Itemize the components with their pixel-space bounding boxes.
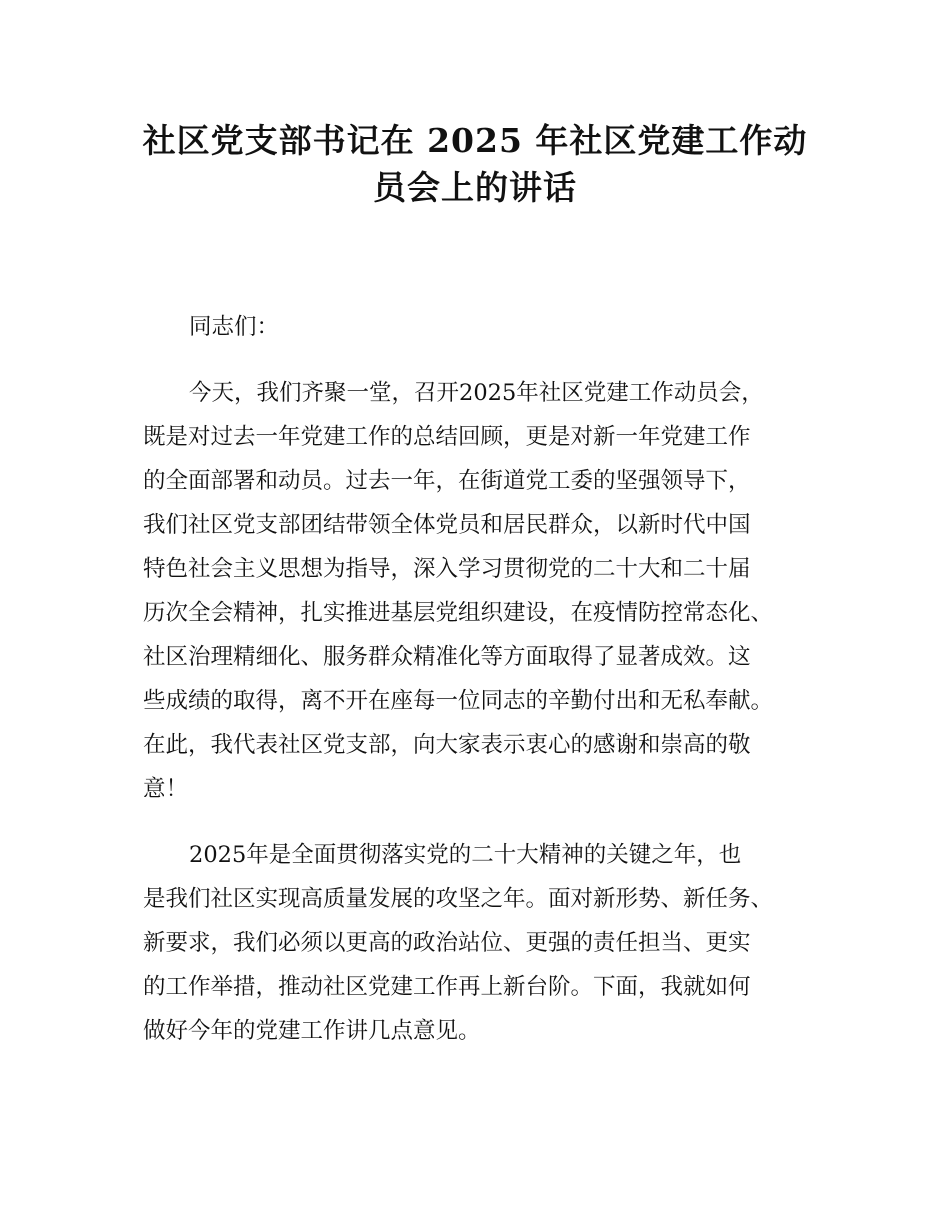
paragraph-line: 的工作举措，推动社区党建工作再上新台阶。下面，我就如何 bbox=[143, 974, 751, 1000]
paragraph-line: 历次全会精神，扎实推进基层党组织建设，在疫情防控常态化、 bbox=[143, 600, 774, 626]
title-line-2: 员会上的讲话 bbox=[373, 168, 577, 207]
paragraph-line: 既是对过去一年党建工作的总结回顾，更是对新一年党建工作 bbox=[143, 424, 751, 450]
paragraph-line: 2025年是全面贯彻落实党的二十大精神的关键之年，也 bbox=[189, 842, 742, 868]
title-line-1: 社区党支部书记在 2025 年社区党建工作动 bbox=[142, 121, 808, 160]
paragraph-line: 今天，我们齐聚一堂，召开2025年社区党建工作动员会， bbox=[189, 380, 764, 406]
paragraph-line: 些成绩的取得，离不开在座每一位同志的辛勤付出和无私奉献。 bbox=[143, 688, 774, 714]
paragraph-line: 是我们社区实现高质量发展的攻坚之年。面对新形势、新任务、 bbox=[143, 886, 774, 912]
paragraph-line: 特色社会主义思想为指导，深入学习贯彻党的二十大和二十届 bbox=[143, 556, 751, 582]
paragraph-line: 我们社区党支部团结带领全体党员和居民群众，以新时代中国 bbox=[143, 512, 751, 538]
paragraph-line: 意！ bbox=[143, 776, 189, 802]
paragraph-line: 社区治理精细化、服务群众精准化等方面取得了显著成效。这 bbox=[143, 644, 751, 670]
paragraph-line: 新要求，我们必须以更高的政治站位、更强的责任担当、更实 bbox=[143, 930, 751, 956]
paragraph-2 bbox=[143, 833, 833, 1053]
document-title bbox=[120, 117, 830, 211]
paragraph-line: 的全面部署和动员。过去一年，在街道党工委的坚强领导下， bbox=[143, 468, 751, 494]
salutation-text: 同志们： bbox=[189, 314, 280, 340]
document-body bbox=[143, 305, 833, 1075]
paragraph-line: 在此，我代表社区党支部，向大家表示衷心的感谢和崇高的敬 bbox=[143, 732, 751, 758]
paragraph-line: 做好今年的党建工作讲几点意见。 bbox=[143, 1018, 481, 1044]
paragraph-1 bbox=[143, 371, 833, 811]
salutation bbox=[143, 305, 833, 349]
